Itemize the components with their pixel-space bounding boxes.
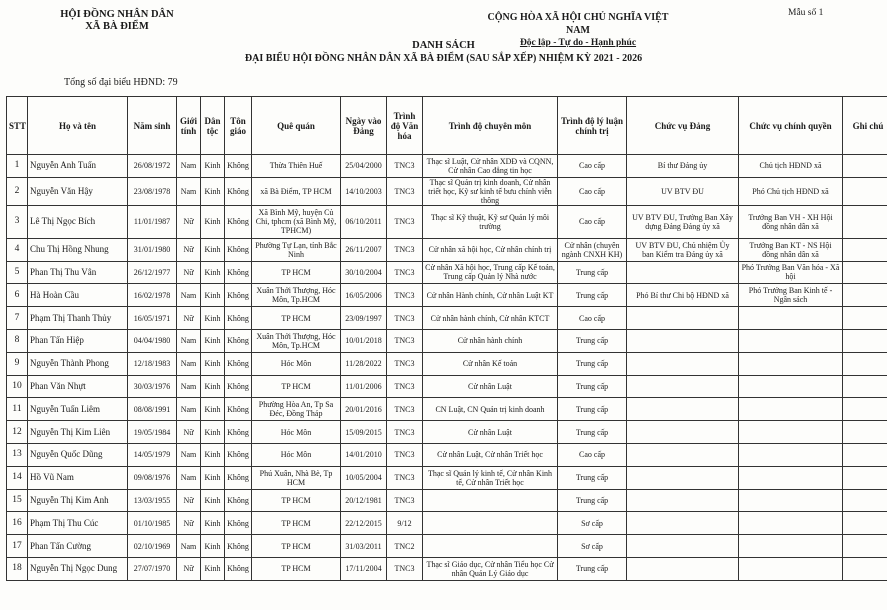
- note-cell: [843, 557, 887, 580]
- education-level-cell: TNC3: [387, 398, 423, 421]
- national-motto: Độc lập - Tự do - Hạnh phúc: [519, 38, 637, 48]
- gender-cell: Nam: [177, 398, 201, 421]
- education-level-cell: TNC3: [387, 155, 423, 178]
- birth-date-cell: 30/03/1976: [128, 375, 177, 398]
- political-theory-cell: Trung cấp: [558, 466, 627, 489]
- gender-cell: Nữ: [177, 557, 201, 580]
- government-position-cell: [739, 512, 843, 535]
- religion-cell: Không: [225, 205, 252, 238]
- council-name: HỘI ĐỒNG NHÂN DÂN: [60, 9, 174, 20]
- note-cell: [843, 177, 887, 205]
- religion-cell: Không: [225, 177, 252, 205]
- ethnicity-cell: Kinh: [201, 489, 225, 512]
- party-join-date-cell: 11/01/2006: [341, 375, 387, 398]
- government-position-cell: Trưởng Ban KT - NS Hội đồng nhân dân xã: [739, 238, 843, 261]
- expertise-cell: Thạc sĩ Luật, Cử nhân XDĐ và CQNN, Cử nhân Cao đẳng tin học: [423, 155, 558, 178]
- form-number: Mẫu số 1: [788, 8, 824, 18]
- table-row: [7, 398, 887, 421]
- party-position-cell: Phó Bí thư Chi bộ HĐND xã: [627, 284, 739, 307]
- birth-date-cell: 12/18/1983: [128, 352, 177, 375]
- name-cell: Hà Hoàn Cầu: [28, 284, 128, 307]
- ethnicity-cell: Kinh: [201, 238, 225, 261]
- party-join-date-cell: 11/28/2022: [341, 352, 387, 375]
- ethnicity-cell: Kinh: [201, 205, 225, 238]
- expertise-cell: [423, 535, 558, 558]
- education-level-cell: TNC3: [387, 329, 423, 352]
- party-position-cell: UV BTV ĐU: [627, 177, 739, 205]
- gender-cell: Nam: [177, 155, 201, 178]
- gender-cell: Nữ: [177, 512, 201, 535]
- party-position-cell: UV BTV ĐU, Chủ nhiệm Ủy ban Kiểm tra Đảng ủy xã: [627, 238, 739, 261]
- political-theory-cell: Cao cấp: [558, 307, 627, 330]
- government-position-cell: Chủ tịch HĐND xã: [739, 155, 843, 178]
- political-theory-cell: Cao cấp: [558, 443, 627, 466]
- government-position-cell: [739, 329, 843, 352]
- name-cell: Phan Văn Nhựt: [28, 375, 128, 398]
- column-header: Họ và tên: [28, 97, 128, 155]
- hometown-cell: Thừa Thiên Huế: [252, 155, 341, 178]
- education-level-cell: TNC2: [387, 535, 423, 558]
- table-row: [7, 205, 887, 238]
- expertise-cell: [423, 512, 558, 535]
- note-cell: [843, 535, 887, 558]
- ethnicity-cell: Kinh: [201, 398, 225, 421]
- column-header: Tôn giáo: [225, 97, 252, 155]
- party-position-cell: UV BTV ĐU, Trưởng Ban Xây dựng Đảng Đảng ủy xã: [627, 205, 739, 238]
- birth-date-cell: 23/08/1978: [128, 177, 177, 205]
- gender-cell: Nữ: [177, 489, 201, 512]
- stt-cell: 3: [7, 205, 28, 238]
- expertise-cell: Cử nhân Luật: [423, 375, 558, 398]
- party-position-cell: [627, 352, 739, 375]
- education-level-cell: 9/12: [387, 512, 423, 535]
- note-cell: [843, 443, 887, 466]
- column-header: Giới tính: [177, 97, 201, 155]
- name-cell: Phạm Thị Thu Cúc: [28, 512, 128, 535]
- name-cell: Nguyễn Văn Hậy: [28, 177, 128, 205]
- expertise-cell: Cử nhân xã hội học, Cử nhân chính trị: [423, 238, 558, 261]
- party-position-cell: [627, 535, 739, 558]
- party-position-cell: [627, 466, 739, 489]
- hometown-cell: TP HCM: [252, 375, 341, 398]
- education-level-cell: TNC3: [387, 238, 423, 261]
- birth-date-cell: 11/01/1987: [128, 205, 177, 238]
- religion-cell: Không: [225, 238, 252, 261]
- political-theory-cell: Trung cấp: [558, 329, 627, 352]
- gender-cell: Nữ: [177, 205, 201, 238]
- political-theory-cell: Trung cấp: [558, 398, 627, 421]
- commune-name: XÃ BÀ ĐIỂM: [85, 21, 149, 32]
- party-position-cell: Bí thư Đảng ủy: [627, 155, 739, 178]
- hometown-cell: Hóc Môn: [252, 352, 341, 375]
- table-row: [7, 466, 887, 489]
- name-cell: Nguyễn Thị Kim Liên: [28, 421, 128, 444]
- delegate-total: Tổng số đại biểu HĐND: 79: [64, 77, 178, 88]
- gender-cell: Nam: [177, 443, 201, 466]
- party-position-cell: [627, 512, 739, 535]
- column-header: Ngày vào Đảng: [341, 97, 387, 155]
- education-level-cell: TNC3: [387, 284, 423, 307]
- stt-cell: 4: [7, 238, 28, 261]
- stt-cell: 12: [7, 421, 28, 444]
- name-cell: Phan Tấn Hiệp: [28, 329, 128, 352]
- party-join-date-cell: 10/01/2018: [341, 329, 387, 352]
- stt-cell: 15: [7, 489, 28, 512]
- birth-date-cell: 19/05/1984: [128, 421, 177, 444]
- gender-cell: Nữ: [177, 421, 201, 444]
- expertise-cell: Cử nhân Kế toán: [423, 352, 558, 375]
- name-cell: Phan Thị Thu Vân: [28, 261, 128, 284]
- column-header: Chức vụ Đảng: [627, 97, 739, 155]
- gender-cell: Nữ: [177, 261, 201, 284]
- political-theory-cell: Trung cấp: [558, 375, 627, 398]
- political-theory-cell: Trung cấp: [558, 421, 627, 444]
- political-theory-cell: Trung cấp: [558, 489, 627, 512]
- table-row: [7, 307, 887, 330]
- government-position-cell: [739, 421, 843, 444]
- stt-cell: 13: [7, 443, 28, 466]
- religion-cell: Không: [225, 155, 252, 178]
- gender-cell: Nam: [177, 466, 201, 489]
- party-position-cell: [627, 557, 739, 580]
- hometown-cell: TP HCM: [252, 307, 341, 330]
- gender-cell: Nam: [177, 177, 201, 205]
- party-position-cell: [627, 443, 739, 466]
- government-position-cell: [739, 489, 843, 512]
- expertise-cell: Cử nhân Luật: [423, 421, 558, 444]
- gender-cell: Nam: [177, 375, 201, 398]
- note-cell: [843, 512, 887, 535]
- delegate-table: [6, 96, 887, 581]
- stt-cell: 10: [7, 375, 28, 398]
- stt-cell: 1: [7, 155, 28, 178]
- education-level-cell: TNC3: [387, 466, 423, 489]
- political-theory-cell: Cao cấp: [558, 155, 627, 178]
- birth-date-cell: 02/10/1969: [128, 535, 177, 558]
- note-cell: [843, 375, 887, 398]
- table-row: [7, 489, 887, 512]
- government-position-cell: [739, 352, 843, 375]
- note-cell: [843, 398, 887, 421]
- note-cell: [843, 307, 887, 330]
- expertise-cell: Cử nhân hành chính: [423, 329, 558, 352]
- education-level-cell: TNC3: [387, 375, 423, 398]
- ethnicity-cell: Kinh: [201, 375, 225, 398]
- column-header: Ghi chú: [843, 97, 887, 155]
- party-join-date-cell: 31/03/2011: [341, 535, 387, 558]
- table-row: [7, 421, 887, 444]
- name-cell: Phạm Thị Thanh Thủy: [28, 307, 128, 330]
- table-row: [7, 155, 887, 178]
- party-join-date-cell: 20/12/1981: [341, 489, 387, 512]
- party-position-cell: [627, 329, 739, 352]
- stt-cell: 18: [7, 557, 28, 580]
- stt-cell: 9: [7, 352, 28, 375]
- hometown-cell: TP HCM: [252, 512, 341, 535]
- religion-cell: Không: [225, 443, 252, 466]
- name-cell: Lê Thị Ngọc Bích: [28, 205, 128, 238]
- stt-cell: 6: [7, 284, 28, 307]
- column-header: Quê quán: [252, 97, 341, 155]
- religion-cell: Không: [225, 489, 252, 512]
- note-cell: [843, 205, 887, 238]
- party-join-date-cell: 10/05/2004: [341, 466, 387, 489]
- birth-date-cell: 16/05/1971: [128, 307, 177, 330]
- stt-cell: 5: [7, 261, 28, 284]
- education-level-cell: TNC3: [387, 489, 423, 512]
- note-cell: [843, 155, 887, 178]
- table-row: [7, 238, 887, 261]
- name-cell: Nguyễn Thị Ngọc Dung: [28, 557, 128, 580]
- government-position-cell: [739, 535, 843, 558]
- political-theory-cell: Sơ cấp: [558, 512, 627, 535]
- hometown-cell: TP HCM: [252, 489, 341, 512]
- table-header-row: [7, 97, 887, 155]
- expertise-cell: Cử nhân hành chính, Cử nhân KTCT: [423, 307, 558, 330]
- party-join-date-cell: 15/09/2015: [341, 421, 387, 444]
- gender-cell: Nữ: [177, 238, 201, 261]
- ethnicity-cell: Kinh: [201, 329, 225, 352]
- expertise-cell: Thạc sĩ Kỹ thuật, Kỹ sư Quản lý môi trường: [423, 205, 558, 238]
- note-cell: [843, 489, 887, 512]
- table-row: [7, 512, 887, 535]
- party-position-cell: [627, 261, 739, 284]
- ethnicity-cell: Kinh: [201, 421, 225, 444]
- hometown-cell: Xã Bình Mỹ, huyện Củ Chi, tphcm (xã Bình Mỹ, TPHCM): [252, 205, 341, 238]
- party-join-date-cell: 20/01/2016: [341, 398, 387, 421]
- education-level-cell: TNC3: [387, 307, 423, 330]
- gender-cell: Nam: [177, 352, 201, 375]
- hometown-cell: TP HCM: [252, 557, 341, 580]
- hometown-cell: TP HCM: [252, 261, 341, 284]
- ethnicity-cell: Kinh: [201, 512, 225, 535]
- government-position-cell: Phó Trưởng Ban Kinh tế - Ngân sách: [739, 284, 843, 307]
- party-join-date-cell: 14/10/2003: [341, 177, 387, 205]
- expertise-cell: Thạc sĩ Quản lý kinh tế, Cử nhân Kinh tế, Cử nhân Triết học: [423, 466, 558, 489]
- note-cell: [843, 352, 887, 375]
- government-position-cell: Phó Trưởng Ban Văn hóa - Xã hội: [739, 261, 843, 284]
- government-position-cell: [739, 443, 843, 466]
- government-position-cell: [739, 375, 843, 398]
- hometown-cell: Phường Hòa An, Tp Sa Đéc, Đồng Tháp: [252, 398, 341, 421]
- column-header: Dân tộc: [201, 97, 225, 155]
- stt-cell: 8: [7, 329, 28, 352]
- party-join-date-cell: 17/11/2004: [341, 557, 387, 580]
- ethnicity-cell: Kinh: [201, 155, 225, 178]
- religion-cell: Không: [225, 307, 252, 330]
- column-header: Năm sinh: [128, 97, 177, 155]
- column-header: Trình độ chuyên môn: [423, 97, 558, 155]
- table-row: [7, 557, 887, 580]
- political-theory-cell: Trung cấp: [558, 284, 627, 307]
- birth-date-cell: 09/08/1976: [128, 466, 177, 489]
- political-theory-cell: Cử nhân (chuyên ngành CNXH KH): [558, 238, 627, 261]
- table-row: [7, 535, 887, 558]
- party-position-cell: [627, 421, 739, 444]
- table-row: [7, 375, 887, 398]
- name-cell: Nguyễn Anh Tuấn: [28, 155, 128, 178]
- table-row: [7, 261, 887, 284]
- expertise-cell: CN Luật, CN Quản trị kinh doanh: [423, 398, 558, 421]
- gender-cell: Nam: [177, 535, 201, 558]
- government-position-cell: [739, 398, 843, 421]
- ethnicity-cell: Kinh: [201, 284, 225, 307]
- hometown-cell: Hóc Môn: [252, 443, 341, 466]
- name-cell: Hồ Vũ Nam: [28, 466, 128, 489]
- party-join-date-cell: 26/11/2007: [341, 238, 387, 261]
- hometown-cell: xã Bà Điểm, TP HCM: [252, 177, 341, 205]
- education-level-cell: TNC3: [387, 352, 423, 375]
- column-header: STT: [7, 97, 28, 155]
- table-row: [7, 177, 887, 205]
- hometown-cell: Xuân Thới Thượng, Hóc Môn, Tp.HCM: [252, 284, 341, 307]
- birth-date-cell: 14/05/1979: [128, 443, 177, 466]
- religion-cell: Không: [225, 352, 252, 375]
- political-theory-cell: Trung cấp: [558, 557, 627, 580]
- party-join-date-cell: 25/04/2000: [341, 155, 387, 178]
- hometown-cell: Phường Tự Lạn, tỉnh Bắc Ninh: [252, 238, 341, 261]
- government-position-cell: [739, 466, 843, 489]
- stt-cell: 7: [7, 307, 28, 330]
- government-position-cell: Phó Chủ tịch HĐND xã: [739, 177, 843, 205]
- government-position-cell: [739, 557, 843, 580]
- hometown-cell: Hóc Môn: [252, 421, 341, 444]
- religion-cell: Không: [225, 261, 252, 284]
- name-cell: Nguyễn Quốc Dũng: [28, 443, 128, 466]
- birth-date-cell: 01/10/1985: [128, 512, 177, 535]
- note-cell: [843, 238, 887, 261]
- name-cell: Phan Tấn Cường: [28, 535, 128, 558]
- political-theory-cell: Cao cấp: [558, 177, 627, 205]
- education-level-cell: TNC3: [387, 421, 423, 444]
- education-level-cell: TNC3: [387, 177, 423, 205]
- political-theory-cell: Cao cấp: [558, 205, 627, 238]
- birth-date-cell: 27/07/1970: [128, 557, 177, 580]
- column-header: Chức vụ chính quyền: [739, 97, 843, 155]
- party-join-date-cell: 16/05/2006: [341, 284, 387, 307]
- education-level-cell: TNC3: [387, 443, 423, 466]
- party-position-cell: [627, 398, 739, 421]
- education-level-cell: TNC3: [387, 205, 423, 238]
- birth-date-cell: 16/02/1978: [128, 284, 177, 307]
- column-header: Trình độ Văn hóa: [387, 97, 423, 155]
- education-level-cell: TNC3: [387, 261, 423, 284]
- expertise-cell: Cử nhân Hành chính, Cử nhân Luật KT: [423, 284, 558, 307]
- party-join-date-cell: 22/12/2015: [341, 512, 387, 535]
- ethnicity-cell: Kinh: [201, 466, 225, 489]
- stt-cell: 17: [7, 535, 28, 558]
- ethnicity-cell: Kinh: [201, 557, 225, 580]
- expertise-cell: [423, 489, 558, 512]
- birth-date-cell: 04/04/1980: [128, 329, 177, 352]
- ethnicity-cell: Kinh: [201, 261, 225, 284]
- religion-cell: Không: [225, 535, 252, 558]
- stt-cell: 2: [7, 177, 28, 205]
- ethnicity-cell: Kinh: [201, 177, 225, 205]
- party-join-date-cell: 30/10/2004: [341, 261, 387, 284]
- birth-date-cell: 26/08/1972: [128, 155, 177, 178]
- religion-cell: Không: [225, 421, 252, 444]
- birth-date-cell: 31/01/1980: [128, 238, 177, 261]
- note-cell: [843, 466, 887, 489]
- stt-cell: 14: [7, 466, 28, 489]
- hometown-cell: Xuân Thới Thượng, Hóc Môn, Tp.HCM: [252, 329, 341, 352]
- name-cell: Nguyễn Tuấn Liêm: [28, 398, 128, 421]
- religion-cell: Không: [225, 398, 252, 421]
- note-cell: [843, 261, 887, 284]
- stt-cell: 11: [7, 398, 28, 421]
- ethnicity-cell: Kinh: [201, 307, 225, 330]
- government-position-cell: Trưởng Ban VH - XH Hội đồng nhân dân xã: [739, 205, 843, 238]
- national-title: CỘNG HÒA XÃ HỘI CHỦ NGHĨA VIỆT NAM: [487, 12, 669, 36]
- name-cell: Nguyễn Thị Kim Anh: [28, 489, 128, 512]
- table-row: [7, 352, 887, 375]
- party-join-date-cell: 14/01/2010: [341, 443, 387, 466]
- hometown-cell: TP HCM: [252, 535, 341, 558]
- government-position-cell: [739, 307, 843, 330]
- party-position-cell: [627, 375, 739, 398]
- council-header: [52, 9, 182, 33]
- column-header: Trình độ lý luận chính trị: [558, 97, 627, 155]
- political-theory-cell: Sơ cấp: [558, 535, 627, 558]
- note-cell: [843, 329, 887, 352]
- gender-cell: Nam: [177, 284, 201, 307]
- political-theory-cell: Trung cấp: [558, 261, 627, 284]
- religion-cell: Không: [225, 375, 252, 398]
- party-position-cell: [627, 307, 739, 330]
- religion-cell: Không: [225, 329, 252, 352]
- ethnicity-cell: Kinh: [201, 352, 225, 375]
- table-row: [7, 329, 887, 352]
- note-cell: [843, 421, 887, 444]
- religion-cell: Không: [225, 466, 252, 489]
- document-title: DANH SÁCH: [412, 40, 475, 51]
- birth-date-cell: 08/08/1991: [128, 398, 177, 421]
- religion-cell: Không: [225, 284, 252, 307]
- party-join-date-cell: 06/10/2011: [341, 205, 387, 238]
- stt-cell: 16: [7, 512, 28, 535]
- note-cell: [843, 284, 887, 307]
- education-level-cell: TNC3: [387, 557, 423, 580]
- political-theory-cell: Trung cấp: [558, 352, 627, 375]
- birth-date-cell: 13/03/1955: [128, 489, 177, 512]
- religion-cell: Không: [225, 557, 252, 580]
- expertise-cell: Thạc sĩ Quản trị kinh doanh, Cử nhân triết học, Kỹ sư kinh tế bưu chính viễn thông: [423, 177, 558, 205]
- birth-date-cell: 26/12/1977: [128, 261, 177, 284]
- expertise-cell: Cử nhân Luật, Cử nhân Triết học: [423, 443, 558, 466]
- expertise-cell: Thạc sĩ Giáo dục, Cử nhân Tiểu học Cử nhân Quản Lý Giáo dục: [423, 557, 558, 580]
- hometown-cell: Phú Xuân, Nhà Bè, Tp HCM: [252, 466, 341, 489]
- name-cell: Nguyễn Thành Phong: [28, 352, 128, 375]
- table-row: [7, 284, 887, 307]
- name-cell: Chu Thị Hồng Nhung: [28, 238, 128, 261]
- gender-cell: Nữ: [177, 307, 201, 330]
- party-join-date-cell: 23/09/1997: [341, 307, 387, 330]
- table-body: [7, 155, 887, 581]
- expertise-cell: Cử nhân Xã hội học, Trung cấp Kế toán, Trung cấp Quản lý Nhà nước: [423, 261, 558, 284]
- ethnicity-cell: Kinh: [201, 535, 225, 558]
- table-row: [7, 443, 887, 466]
- document-subtitle: ĐẠI BIỂU HỘI ĐỒNG NHÂN DÂN XÃ BÀ ĐIỂM (SAU SẮP XẾP) NHIỆM KỲ 2021 - 2026: [244, 53, 643, 64]
- religion-cell: Không: [225, 512, 252, 535]
- gender-cell: Nam: [177, 329, 201, 352]
- party-position-cell: [627, 489, 739, 512]
- ethnicity-cell: Kinh: [201, 443, 225, 466]
